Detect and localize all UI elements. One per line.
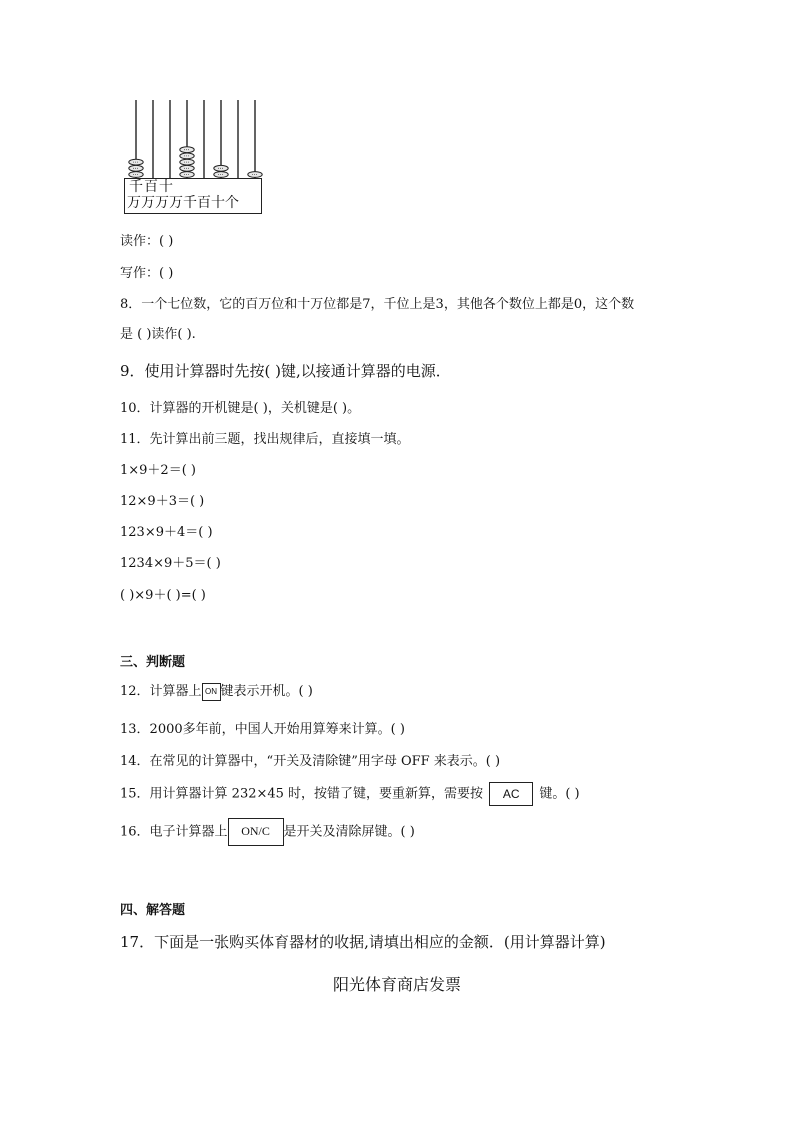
q8-line1: 8．一个七位数，它的百万位和十万位都是7，千位上是3，其他各个数位上都是0，这个数 [120, 297, 635, 312]
q13-text: 13．2000多年前，中国人开始用算筹来计算。( ) [120, 722, 405, 737]
q17-text: 17．下面是一张购买体育器材的收据,请填出相应的金额．(用计算器计算) [120, 933, 606, 951]
q8-line2: 是 ( )读作( ). [120, 327, 196, 342]
abacus-place-labels [124, 178, 262, 214]
q11-line-1: 1×9＋2＝( ) [120, 463, 196, 478]
q11-line-5: ( )×9＋( )=( ) [120, 588, 206, 603]
q14-text: 14．在常见的计算器中，“开关及清除键”用字母 OFF 来表示。( ) [120, 754, 501, 769]
q9-text: 9．使用计算器时先按( )键,以接通计算器的电源． [120, 362, 451, 380]
q15-before: 15．用计算器计算 232×45 时，按错了键，要重新算，需要按 [120, 786, 484, 802]
onc-key-icon: ON/C [228, 818, 284, 846]
on-key-icon: ON [202, 683, 221, 701]
q12-row [120, 680, 313, 701]
q7-read-line: 读作：( ) [120, 234, 174, 249]
abacus-bottom-labels: 万万万万千百十个 [127, 195, 239, 211]
q15-after: 键。( ) [539, 786, 580, 802]
q16-after: 是开关及清除屏键。( ) [283, 824, 415, 840]
q11-line-3: 123×9＋4＝( ) [120, 525, 213, 540]
ac-key-icon: AC [489, 782, 533, 806]
q12-after: 键表示开机。( ) [220, 684, 313, 699]
section3-title: 三、判断题 [120, 655, 186, 670]
abacus-top-labels: 千百十 [129, 179, 174, 195]
q11-line-2: 12×9＋3＝( ) [120, 494, 205, 509]
q11-stem: 11．先计算出前三题，找出规律后，直接填一填。 [120, 432, 410, 447]
q11-line-4: 1234×9＋5＝( ) [120, 556, 221, 571]
q16-row [120, 818, 415, 846]
q16-before: 16．电子计算器上 [120, 824, 228, 840]
q7-write-line: 写作：( ) [120, 266, 174, 281]
receipt-title: 阳光体育商店发票 [332, 975, 461, 994]
section4-title: 四、解答题 [120, 903, 186, 918]
q10-text: 10．计算器的开机键是( )，关机键是( )。 [120, 401, 361, 416]
abacus-figure [120, 96, 270, 186]
q12-before: 12．计算器上 [120, 684, 202, 699]
q15-row [120, 782, 580, 806]
